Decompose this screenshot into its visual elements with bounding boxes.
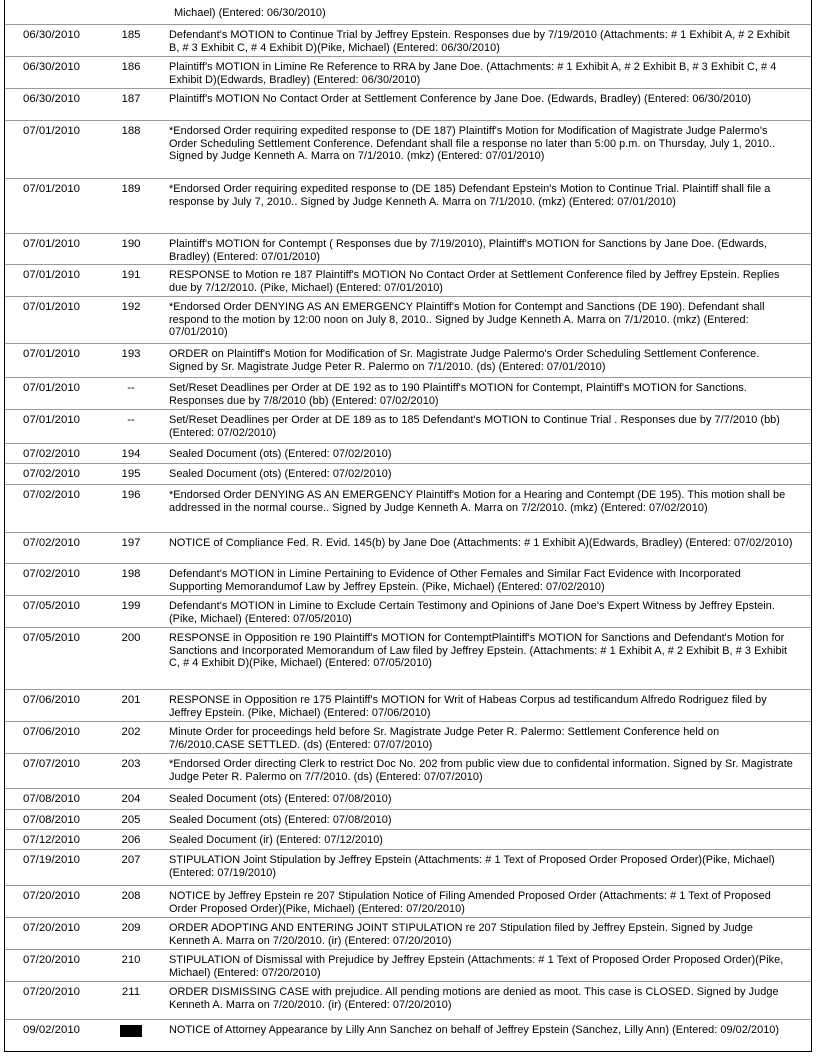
entry-number: 191: [121, 269, 141, 281]
entry-text: Set/Reset Deadlines per Order at DE 189 as to 185 Defendant's MOTION to Continue Trial . Responses due by 7/7/2010 (bb) (Entered: 07/02/2010): [169, 414, 780, 439]
docket-entry: [5, 88, 811, 120]
entry-number: 211: [121, 986, 141, 998]
docket-entry: [5, 343, 811, 377]
entry-number: 193: [121, 348, 141, 360]
docket-entry: [5, 24, 811, 56]
entry-text: Sealed Document (ots) (Entered: 07/02/2010): [169, 448, 392, 460]
entry-text: Defendant's MOTION in Limine Pertaining to Evidence of Other Females and Similar Fact Evidence with Incorporated Supporting Memorandumof Law by Jeffrey Epstein. (Pike, Michael) (Entered: 07/02/2010): [169, 568, 741, 593]
entry-number: 208: [121, 890, 141, 902]
entry-text: RESPONSE in Opposition re 175 Plaintiff's MOTION for Writ of Habeas Corpus ad testificandum Alfredo Rodriguez filed by Jeffrey Epstein. (Pike, Michael) (Entered: 07/06/2010): [169, 694, 767, 719]
entry-number: 202: [121, 726, 141, 738]
entry-text: Plaintiff's MOTION for Contempt ( Responses due by 7/19/2010), Plaintiff's MOTION for Sanctions by Jane Doe. (Edwards, Bradley) (Entered: 07/01/2010): [169, 238, 768, 263]
entry-number: 206: [121, 834, 141, 846]
entry-text: NOTICE of Compliance Fed. R. Evid. 145(b) by Jane Doe (Attachments: # 1 Exhibit A)(Edwards, Bradley) (Entered: 07/02/2010): [169, 537, 793, 549]
docket-entry: [5, 721, 811, 753]
entry-date: 07/19/2010: [23, 854, 81, 866]
entry-number: 188: [121, 125, 141, 137]
entry-date: 07/20/2010: [23, 954, 81, 966]
entry-date: 07/20/2010: [23, 986, 81, 998]
entry-text: STIPULATION of Dismissal with Prejudice by Jeffrey Epstein (Attachments: # 1 Text of Proposed Order Proposed Order)(Pike, Michael) (Entered: 07/20/2010): [169, 954, 784, 979]
docket-entry: [5, 1019, 811, 1052]
docket-entry: [5, 627, 811, 689]
docket-entry: [5, 809, 811, 829]
entry-date: 07/06/2010: [23, 726, 81, 738]
entry-text: ORDER on Plaintiff's Motion for Modification of Sr. Magistrate Judge Palermo's Order Scheduling Settlement Conference. Signed by Sr. Magistrate Judge Peter R. Palermo on 7/1/2010. (ds) (Entered: 07/01/2010): [169, 348, 760, 373]
entry-date: 07/01/2010: [23, 382, 81, 394]
entry-number: 200: [121, 632, 141, 644]
docket-entry: [5, 563, 811, 595]
entry-text: *Endorsed Order DENYING AS AN EMERGENCY Plaintiff's Motion for Contempt and Sanctions (DE 190). Defendant shall respond to the motion by 12:00 noon on July 8, 2010.. Signed by Judge Kenneth A. Marra on 7/1/2010. (mkz) (Entered: 07/01/2010): [169, 301, 765, 339]
docket-entry: [5, 484, 811, 532]
docket-entry: [5, 120, 811, 178]
entry-number: --: [127, 414, 135, 426]
docket-entry: [5, 532, 811, 563]
entry-text: NOTICE by Jeffrey Epstein re 207 Stipulation Notice of Filing Amended Proposed Order (Attachments: # 1 Text of Proposed Order Proposed Order)(Pike, Michael) (Entered: 07/20/2010): [169, 890, 771, 915]
entry-text: Sealed Document (ots) (Entered: 07/02/2010): [169, 468, 392, 480]
entry-date: 07/05/2010: [23, 632, 81, 644]
docket-entry: [5, 981, 811, 1019]
entry-number: 190: [121, 238, 141, 250]
entry-text: Defendant's MOTION to Continue Trial by Jeffrey Epstein. Responses due by 7/19/2010 (Attachments: # 1 Exhibit A, # 2 Exhibit B, # 3 Exhibit C, # 4 Exhibit D)(Pike, Michael) (Entered: 06/30/2010): [169, 29, 790, 54]
entry-date: 07/02/2010: [23, 468, 81, 480]
docket-entry: [5, 849, 811, 885]
entry-text: Defendant's MOTION in Limine to Exclude Certain Testimony and Opinions of Jane Doe's Expert Witness by Jeffrey Epstein. (Pike, Michael) (Entered: 07/05/2010): [169, 600, 775, 625]
entry-date: 06/30/2010: [23, 61, 81, 73]
entry-date: 07/08/2010: [23, 793, 81, 805]
entry-text: NOTICE of Attorney Appearance by Lilly Ann Sanchez on behalf of Jeffrey Epstein (Sanchez, Lilly Ann) (Entered: 09/02/2010): [169, 1024, 780, 1036]
entry-number: 199: [121, 600, 141, 612]
entry-date: 07/01/2010: [23, 125, 81, 137]
docket-entry: [5, 264, 811, 296]
entry-text: RESPONSE to Motion re 187 Plaintiff's MOTION No Contact Order at Settlement Conference filed by Jeffrey Epstein. Replies due by 7/12/2010. (Pike, Michael) (Entered: 07/01/2010): [169, 269, 780, 294]
entry-date: 07/20/2010: [23, 922, 81, 934]
docket-entry: [5, 233, 811, 264]
entry-date: 07/01/2010: [23, 414, 81, 426]
docket-entry: [5, 829, 811, 849]
entry-date: 06/30/2010: [23, 29, 81, 41]
entry-date: 07/01/2010: [23, 183, 81, 195]
docket-entry: [5, 949, 811, 981]
entry-date: 09/02/2010: [23, 1024, 81, 1036]
docket-entry: [5, 753, 811, 788]
entry-text: ORDER DISMISSING CASE with prejudice. All pending motions are denied as moot. This case is CLOSED. Signed by Judge Kenneth A. Marra on 7/20/2010. (ir) (Entered: 07/20/2010): [169, 986, 779, 1011]
entry-date: 07/20/2010: [23, 890, 81, 902]
entry-date: 07/02/2010: [23, 568, 81, 580]
entry-date: 07/01/2010: [23, 348, 81, 360]
entry-number: 196: [121, 489, 141, 501]
entry-date: 07/05/2010: [23, 600, 81, 612]
entry-number: 204: [121, 793, 141, 805]
continuation-text: Michael) (Entered: 06/30/2010): [174, 7, 326, 19]
docket-entry: [5, 788, 811, 809]
entry-date: 07/01/2010: [23, 238, 81, 250]
entry-number: 186: [121, 61, 141, 73]
entry-number: 209: [121, 922, 141, 934]
entry-text: Sealed Document (ir) (Entered: 07/12/2010): [169, 834, 383, 846]
entry-date: 07/02/2010: [23, 537, 81, 549]
entry-number: 187: [121, 93, 141, 105]
docket-entry: [5, 296, 811, 343]
entry-text: Plaintiff's MOTION in Limine Re Reference to RRA by Jane Doe. (Attachments: # 1 Exhibit A, # 2 Exhibit B, # 3 Exhibit C, # 4 Exhibit D)(Edwards, Bradley) (Entered: 06/30/2010): [169, 61, 777, 86]
entry-date: 07/08/2010: [23, 814, 81, 826]
entry-number: 197: [121, 537, 141, 549]
docket-entry: [5, 56, 811, 88]
docket-entry: [5, 463, 811, 484]
entry-text: Sealed Document (ots) (Entered: 07/08/2010): [169, 814, 392, 826]
docket-entry: [5, 443, 811, 463]
entry-date: 07/02/2010: [23, 448, 81, 460]
entry-number: 207: [121, 854, 141, 866]
entry-text: *Endorsed Order requiring expedited response to (DE 187) Plaintiff's Motion for Modification of Magistrate Judge Palermo's Order Scheduling Settlement Conference. Defendant shall file a response no later than 5:00 p.m. on Thursday, July 1, 2010.. Signed by Judge Kenneth A. Marra on 7/1/2010. (mkz) (Entered: 07/01/2010): [169, 125, 776, 163]
entry-number: 189: [121, 183, 141, 195]
entry-text: Plaintiff's MOTION No Contact Order at Settlement Conference by Jane Doe. (Edwards, Bradley) (Entered: 06/30/2010): [169, 93, 752, 105]
entry-date: 07/01/2010: [23, 301, 81, 313]
docket-entry: [5, 595, 811, 627]
docket-table: [4, 0, 812, 1052]
entry-number: --: [127, 382, 135, 394]
entry-number: 203: [121, 758, 141, 770]
docket-entry: [5, 178, 811, 233]
entry-text: *Endorsed Order DENYING AS AN EMERGENCY Plaintiff's Motion for a Hearing and Contempt (DE 195). This motion shall be addressed in the normal course.. Signed by Judge Kenneth A. Marra on 7/2/2010. (mkz) (Entered: 07/02/2010): [169, 489, 786, 514]
entry-number: 192: [121, 301, 141, 313]
docket-entry: [5, 917, 811, 949]
entry-number: 195: [121, 468, 141, 480]
docket-entry: [5, 885, 811, 917]
entry-date: 07/01/2010: [23, 269, 81, 281]
docket-entry: [5, 377, 811, 409]
entry-number: 201: [121, 694, 141, 706]
docket-entry: [5, 689, 811, 721]
entry-date: 07/06/2010: [23, 694, 81, 706]
docket-entry: [5, 409, 811, 443]
entry-date: 07/07/2010: [23, 758, 81, 770]
entry-number: 205: [121, 814, 141, 826]
entry-text: *Endorsed Order directing Clerk to restrict Doc No. 202 from public view due to confidental information. Signed by Sr. Magistrate Judge Peter R. Palermo on 7/7/2010. (ds) (Entered: 07/07/2010): [169, 758, 793, 783]
entry-number: 210: [121, 954, 141, 966]
entry-text: Set/Reset Deadlines per Order at DE 192 as to 190 Plaintiff's MOTION for Contempt, Plaintiff's MOTION for Sanctions. Responses due by 7/8/2010 (bb) (Entered: 07/02/2010): [169, 382, 747, 407]
entry-text: *Endorsed Order requiring expedited response to (DE 185) Defendant Epstein's Motion to Continue Trial. Plaintiff shall file a response by July 7, 2010.. Signed by Judge Kenneth A. Marra on 7/1/2010. (mkz) (Entered: 07/01/2010): [169, 183, 771, 208]
entry-text: Minute Order for proceedings held before Sr. Magistrate Judge Peter R. Palermo: Settlement Conference held on 7/6/2010.CASE SETTLED. (ds) (Entered: 07/07/2010): [169, 726, 720, 751]
entry-text: RESPONSE in Opposition re 190 Plaintiff's MOTION for ContemptPlaintiff's MOTION for Sanctions and Defendant's Motion for Sanctions and Incorporated Memorandum of Law filed by Jeffrey Epstein. (Attachments: # 1 Exhibit A, # 2 Exhibit B, # 3 Exhibit C, # 4 Exhibit D)(Pike, Michael) (Entered: 07/05/2010): [169, 632, 788, 670]
entry-number: 194: [121, 448, 141, 460]
entry-date: 07/12/2010: [23, 834, 81, 846]
entry-number: 185: [121, 29, 141, 41]
entry-text: Sealed Document (ots) (Entered: 07/08/2010): [169, 793, 392, 805]
entry-date: 06/30/2010: [23, 93, 81, 105]
entry-date: 07/02/2010: [23, 489, 81, 501]
entry-text: ORDER ADOPTING AND ENTERING JOINT STIPULATION re 207 Stipulation filed by Jeffrey Epstein. Signed by Judge Kenneth A. Marra on 7/20/2010. (ir) (Entered: 07/20/2010): [169, 922, 753, 947]
entry-number: 198: [121, 568, 141, 580]
entry-text: STIPULATION Joint Stipulation by Jeffrey Epstein (Attachments: # 1 Text of Proposed Order Proposed Order)(Pike, Michael) (Entered: 07/19/2010): [169, 854, 775, 879]
